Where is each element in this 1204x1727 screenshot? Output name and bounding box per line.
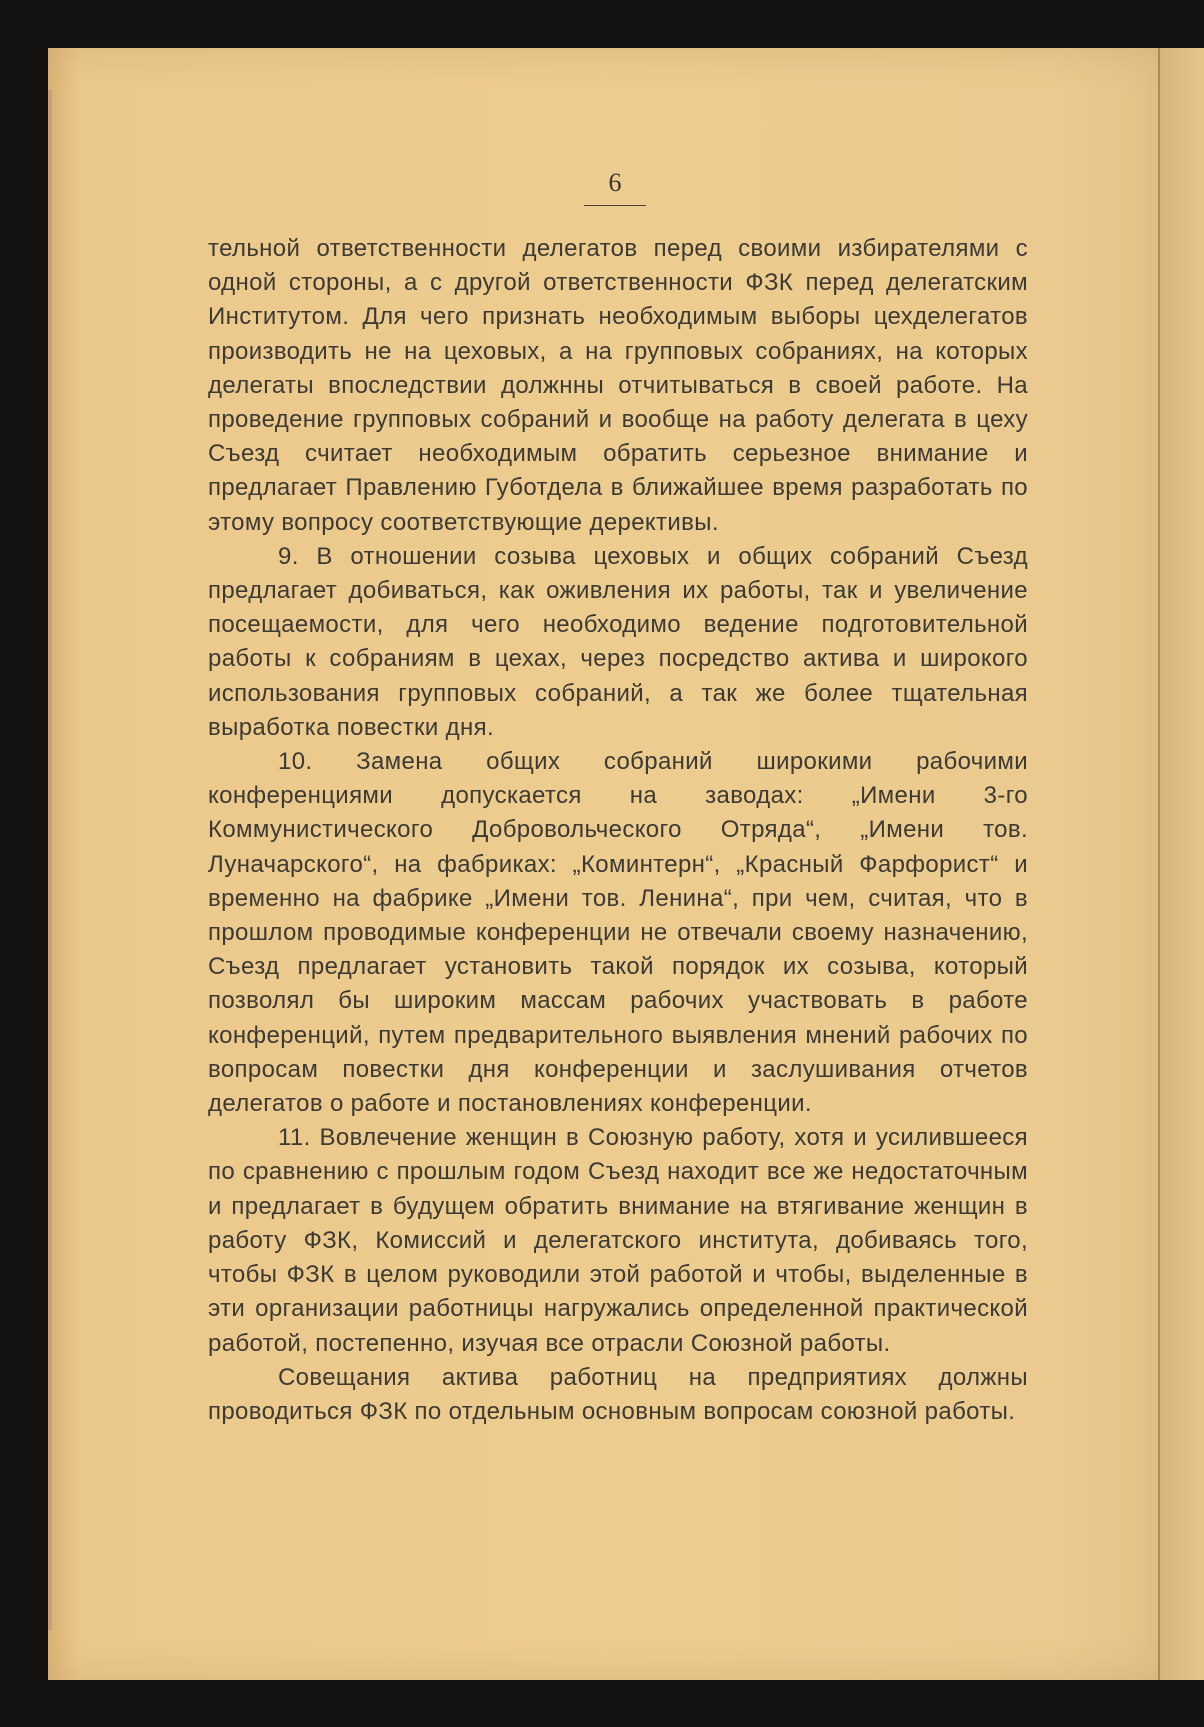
adjacent-page-edge xyxy=(1160,48,1204,1680)
paragraph-meetings: Совещания актива работниц на предприятиях должны проводиться ФЗК по отдельным основным вопросам союзной работы. xyxy=(208,1363,1028,1425)
page-number: 6 xyxy=(608,168,622,197)
page-left-edge xyxy=(48,90,52,1630)
body-text xyxy=(208,232,1028,1429)
page-number-rule xyxy=(584,205,646,206)
paragraph-item-11: 11. Вовлечение женщин в Союзную работу, хотя и усилившееся по сравнению с прошлым годом Съезд находит все же недостаточным и предлагает в будущем обратить внимание на втягивание женщин в работу ФЗК, Комиссий и делегатского института, добиваясь того, чтобы ФЗК в целом руководили этой работой и чтобы, выделенные в эти организации работницы нагружались определенной практической работой, постепенно, изучая все отрасли Союзной работы. xyxy=(208,1124,1028,1357)
paragraph-item-10: 10. Замена общих собраний широкими рабочими конференциями допускается на заводах: „Имени 3-го Коммунистического Добровольческого Отряда“, „Имени тов. Луначарского“, на фабриках: „Коминтерн“, „Красный Фарфорист“ и временно на фабрике „Имени тов. Ленина“, при чем, считая, что в прошлом проводимые конференции не отвечали своему назначению, Съезд предлагает установить такой порядок их созыва, который позволял бы широким массам рабочих участвовать в работе конференций, путем предварительного выявления мнений рабочих по вопросам повестки дня конференции и заслушивания отчетов делегатов о работе и постановлениях конференции. xyxy=(208,748,1028,1118)
paragraph-continuation: тельной ответственности делегатов перед своими избирателями с одной стороны, а с другой ответственности ФЗК перед делегатским Институтом. Для чего признать необходимым выборы цехделегатов производить не на цеховых, а на групповых собраниях, на которых делегаты впоследствии должнны отчитываться в своей работе. На проведение групповых собраний и вообще на работу делегата в цеху Съезд считает необходимым обратить серьезное внимание и предлагает Правлению Губотдела в ближайшее время разработать по этому вопросу соответствующие дерективы. xyxy=(208,235,1028,536)
paragraph-item-9: 9. В отношении созыва цеховых и общих собраний Съезд предлагает добиваться, как оживления их работы, так и увеличение посещаемости, для чего необходимо ведение подготовительной работы к собраниям в цехах, через посредство актива и широкого использования групповых собраний, а так же более тщательная выработка повестки дня. xyxy=(208,542,1028,741)
